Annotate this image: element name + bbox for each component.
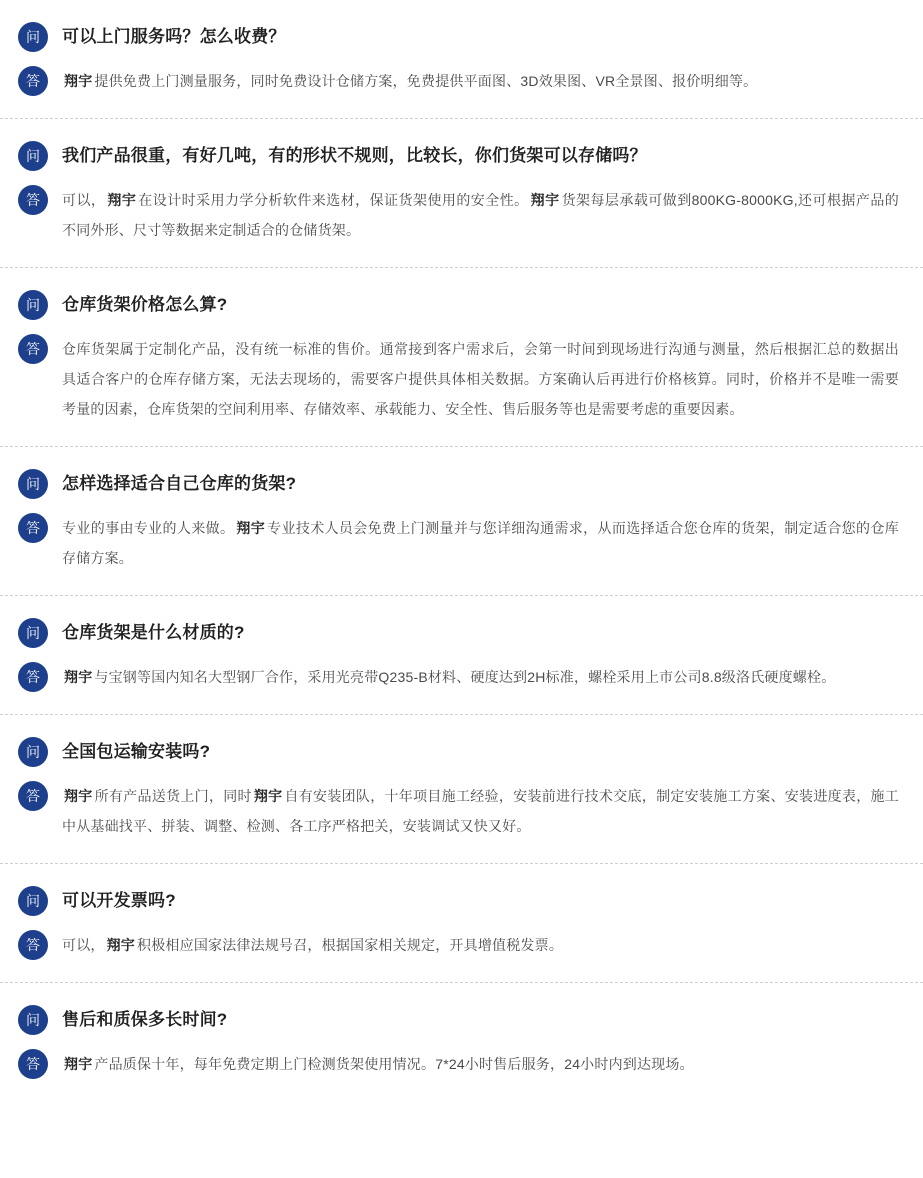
faq-item[interactable] bbox=[0, 268, 923, 447]
brand-name: 翔宇 bbox=[64, 1056, 93, 1072]
answer-text-segment: 自有安装团队，十年项目施工经验，安装前进行技术交底，制定安装施工方案、安装进度表，施工中从基础找平、拼装、调整、检测、各工序严格把关，安装调试又快又好。 bbox=[62, 788, 899, 834]
faq-question-text: 可以上门服务吗？怎么收费？ bbox=[62, 27, 286, 46]
faq-answer-text bbox=[62, 66, 757, 96]
faq-item[interactable] bbox=[0, 983, 923, 1101]
faq-item[interactable] bbox=[0, 119, 923, 268]
faq-question-row bbox=[18, 141, 899, 171]
answer-badge-icon: 答 bbox=[18, 185, 48, 215]
faq-answer-row bbox=[18, 334, 899, 424]
answer-badge-icon: 答 bbox=[18, 781, 48, 811]
answer-badge-icon: 答 bbox=[18, 662, 48, 692]
faq-question-text: 仓库货架是什么材质的? bbox=[62, 623, 245, 642]
faq-answer-text bbox=[62, 1049, 694, 1079]
faq-question-row bbox=[18, 290, 899, 320]
faq-answer-text bbox=[62, 930, 563, 960]
answer-text-segment: 所有产品送货上门，同时 bbox=[94, 788, 252, 804]
question-badge-icon: 问 bbox=[18, 618, 48, 648]
faq-answer-text bbox=[62, 781, 899, 841]
faq-answer-text bbox=[62, 334, 899, 424]
answer-badge-icon: 答 bbox=[18, 930, 48, 960]
faq-item[interactable] bbox=[0, 447, 923, 596]
answer-badge-icon: 答 bbox=[18, 1049, 48, 1079]
faq-question-row bbox=[18, 22, 899, 52]
faq-item[interactable] bbox=[0, 715, 923, 864]
question-badge-icon: 问 bbox=[18, 469, 48, 499]
answer-text-segment: 可以， bbox=[62, 192, 106, 208]
faq-answer-row bbox=[18, 930, 899, 960]
faq-item[interactable] bbox=[0, 0, 923, 119]
brand-name: 翔宇 bbox=[236, 520, 266, 536]
faq-question-row bbox=[18, 618, 899, 648]
faq-question-text: 怎样选择适合自己仓库的货架? bbox=[62, 474, 297, 493]
faq-question-text: 全国包运输安装吗? bbox=[62, 742, 211, 761]
brand-name: 翔宇 bbox=[64, 788, 93, 804]
answer-badge-icon: 答 bbox=[18, 513, 48, 543]
answer-text-segment: 专业的事由专业的人来做。 bbox=[62, 520, 235, 536]
faq-answer-row bbox=[18, 185, 899, 245]
question-badge-icon: 问 bbox=[18, 22, 48, 52]
faq-answer-text bbox=[62, 185, 899, 245]
answer-text-segment: 可以， bbox=[62, 937, 105, 953]
answer-text-segment: 货架每层承载可做到800KG-8000KG,还可根据产品的不同外形、尺寸等数据来定制适合的仓储货架。 bbox=[62, 192, 899, 238]
question-badge-icon: 问 bbox=[18, 737, 48, 767]
faq-answer-row bbox=[18, 513, 899, 573]
brand-name: 翔宇 bbox=[530, 192, 560, 208]
faq-answer-text bbox=[62, 513, 899, 573]
brand-name: 翔宇 bbox=[253, 788, 283, 804]
answer-text-segment: 仓库货架属于定制化产品，没有统一标准的售价。通常接到客户需求后，会第一时间到现场进行沟通与测量，然后根据汇总的数据出具适合客户的仓库存储方案，无法去现场的，需要客户提供具体相关数据。方案确认后再进行价格核算。同时，价格并不是唯一需要考量的因素，仓库货架的空间利用率、存储效率、承载能力、安全性、售后服务等也是需要考虑的重要因素。 bbox=[62, 341, 899, 417]
answer-text-segment: 产品质保十年，每年免费定期上门检测货架使用情况。7*24小时售后服务，24小时内到达现场。 bbox=[94, 1056, 694, 1072]
faq-item[interactable] bbox=[0, 864, 923, 983]
faq-answer-row bbox=[18, 1049, 899, 1079]
brand-name: 翔宇 bbox=[106, 937, 136, 953]
question-badge-icon: 问 bbox=[18, 886, 48, 916]
question-badge-icon: 问 bbox=[18, 141, 48, 171]
faq-question-row bbox=[18, 1005, 899, 1035]
answer-text-segment: 与宝钢等国内知名大型钢厂合作，采用光亮带Q235-B材料、硬度达到2H标准，螺栓采用上市公司8.8级洛氏硬度螺栓。 bbox=[94, 669, 836, 685]
faq-question-text: 可以开发票吗? bbox=[62, 891, 176, 910]
faq-item[interactable] bbox=[0, 596, 923, 715]
answer-badge-icon: 答 bbox=[18, 334, 48, 364]
faq-answer-text bbox=[62, 662, 835, 692]
faq-question-row bbox=[18, 469, 899, 499]
answer-text-segment: 积极相应国家法律法规号召，根据国家相关规定，开具增值税发票。 bbox=[137, 937, 564, 953]
faq-question-text: 仓库货架价格怎么算? bbox=[62, 295, 228, 314]
faq-answer-row bbox=[18, 662, 899, 692]
brand-name: 翔宇 bbox=[64, 669, 93, 685]
faq-question-text: 我们产品很重，有好几吨，有的形状不规则，比较长，你们货架可以存储吗？ bbox=[62, 146, 647, 165]
question-badge-icon: 问 bbox=[18, 1005, 48, 1035]
faq-question-row bbox=[18, 737, 899, 767]
brand-name: 翔宇 bbox=[64, 73, 93, 89]
answer-text-segment: 提供免费上门测量服务，同时免费设计仓储方案，免费提供平面图、3D效果图、VR全景图、报价明细等。 bbox=[94, 73, 758, 89]
answer-badge-icon: 答 bbox=[18, 66, 48, 96]
answer-text-segment: 在设计时采用力学分析软件来选材，保证货架使用的安全性。 bbox=[138, 192, 529, 208]
answer-text-segment: 专业技术人员会免费上门测量并与您详细沟通需求，从而选择适合您仓库的货架，制定适合您的仓库存储方案。 bbox=[62, 520, 899, 566]
brand-name: 翔宇 bbox=[107, 192, 137, 208]
faq-question-text: 售后和质保多长时间? bbox=[62, 1010, 228, 1029]
faq-answer-row bbox=[18, 781, 899, 841]
question-badge-icon: 问 bbox=[18, 290, 48, 320]
faq-question-row bbox=[18, 886, 899, 916]
faq-answer-row bbox=[18, 66, 899, 96]
